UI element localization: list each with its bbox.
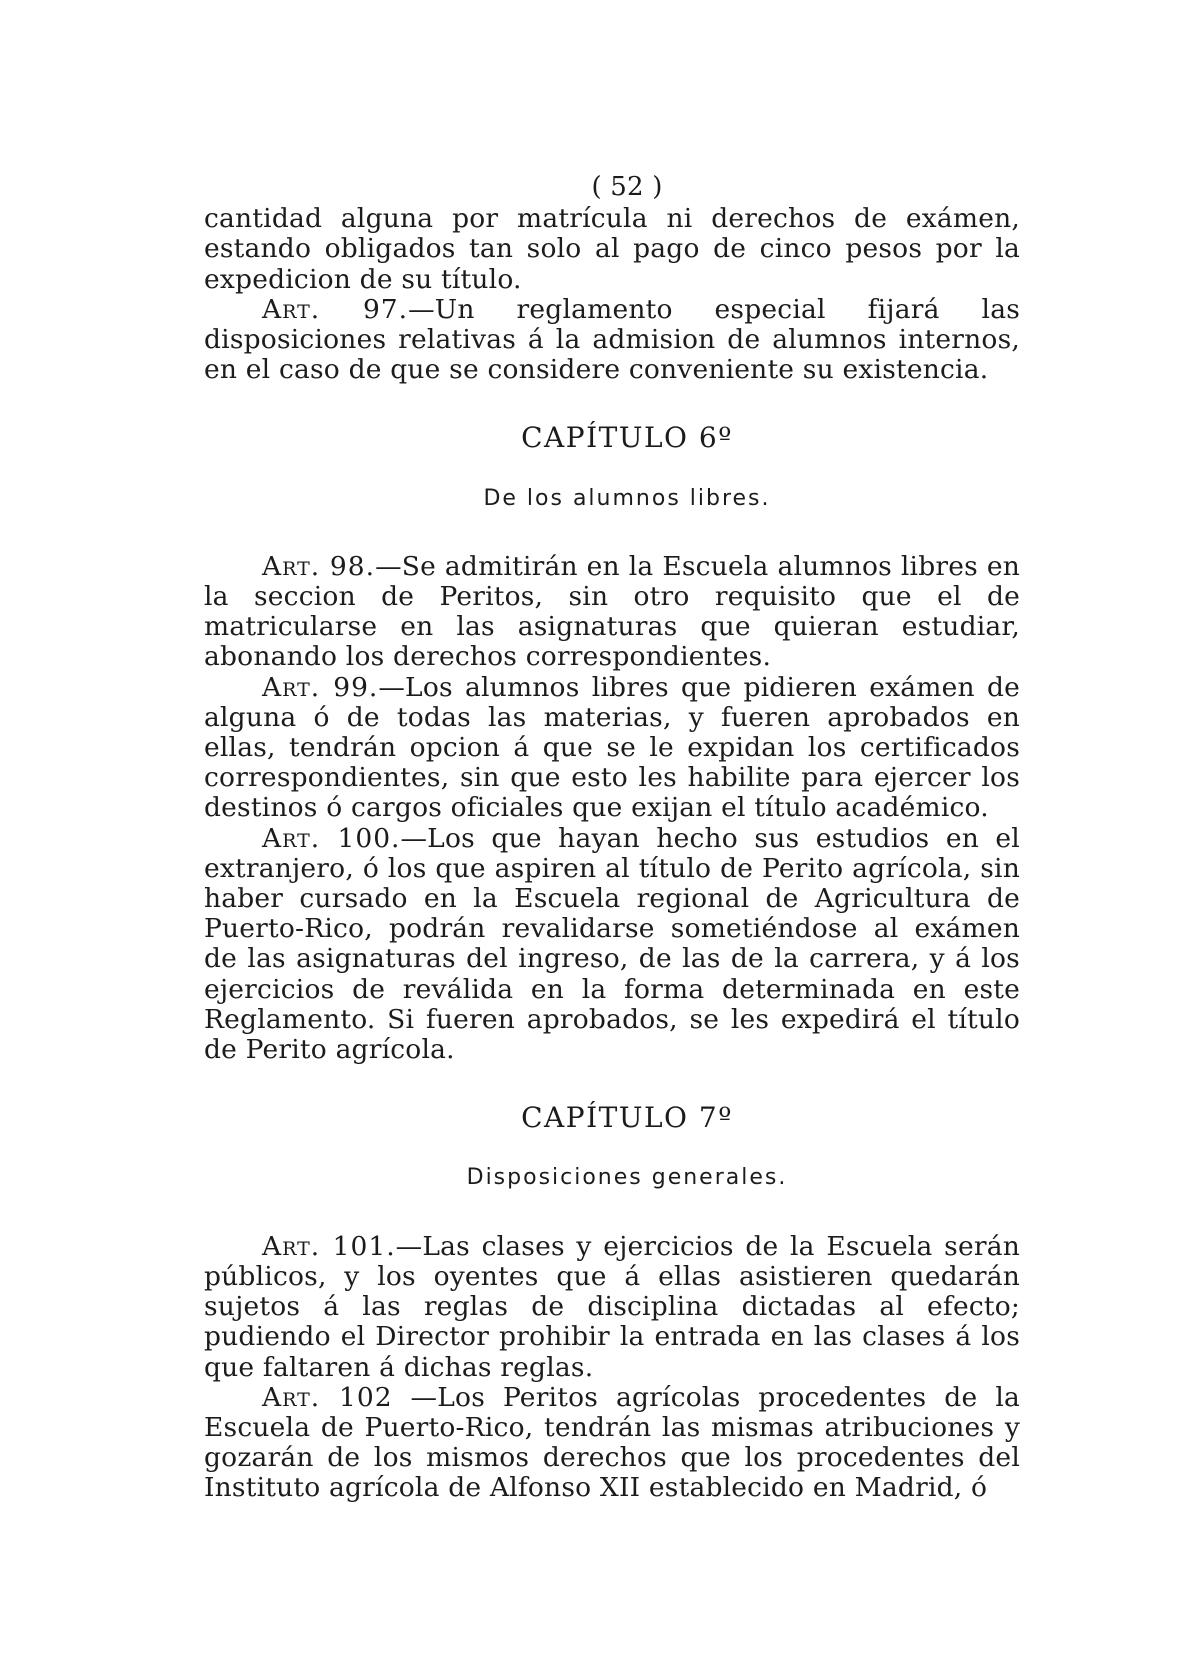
article-label: Art. 102 xyxy=(262,1381,393,1413)
chapter-7-subtitle: Disposiciones generales. xyxy=(466,1165,788,1191)
article-97 xyxy=(204,295,1020,386)
article-text: —Los Peritos agrícolas procedentes de la Escuela de Puerto-Rico, tendrán las mismas atribuciones y gozarán de los mismos derechos que los procedentes del Instituto agrícola de Alfonso XII establecido en Madrid, ó xyxy=(204,1381,1020,1504)
article-label: Art. 100. xyxy=(262,822,401,854)
article-101 xyxy=(204,1232,1020,1383)
continuation-paragraph: cantidad alguna por matrícula ni derechos de exámen, estando obligados tan solo al pago de cinco pesos por la expedicion de su título. xyxy=(204,203,1020,295)
page-number: ( 52 ) xyxy=(591,172,663,202)
article-102 xyxy=(204,1383,1020,1504)
article-text: —Los que hayan hecho sus estudios en el extranjero, ó los que aspiren al título de Perito agrícola, sin haber cursado en la Escuela regional de Agricultura de Puerto-Rico, podrán revalidarse sometiéndose al exámen de las asignaturas del ingreso, de las de la carrera, y á los ejercicios de reválida en la forma determinada en este Reglamento. Si fueren aprobados, se les expedirá el título de Perito agrícola. xyxy=(204,822,1020,1066)
article-text: —Un reglamento especial fijará las disposiciones relativas á la admision de alumnos internos, en el caso de que se considere conveniente su existencia. xyxy=(204,293,1020,386)
article-100 xyxy=(204,824,1020,1066)
article-text: —Los alumnos libres que pidieren exámen de alguna ó de todas las materias, y fueren aprobados en ellas, tendrán opcion á que se le expidan los certificados correspondientes, sin que esto les habilite para ejercer los destinos ó cargos oficiales que exijan el título académico. xyxy=(204,671,1020,824)
chapter-7-heading: CAPÍTULO 7º xyxy=(521,1101,733,1135)
article-label: Art. 99. xyxy=(262,671,379,703)
chapter-6-heading: CAPÍTULO 6º xyxy=(521,421,733,455)
article-label: Art. 98. xyxy=(262,550,376,582)
article-98 xyxy=(204,552,1020,673)
article-label: Art. 97. xyxy=(262,293,409,325)
article-text: —Las clases y ejercicios de la Escuela serán públicos, y los oyentes que á ellas asistieren quedarán sujetos á las reglas de disciplina dictadas al efecto; pudiendo el Director prohibir la entrada en las clases á los que faltaren á dichas reglas. xyxy=(204,1230,1020,1383)
article-99 xyxy=(204,673,1020,824)
article-label: Art. 101. xyxy=(262,1230,396,1262)
chapter-6-subtitle: De los alumnos libres. xyxy=(483,485,771,511)
article-text: —Se admitirán en la Escuela alumnos libres en la seccion de Peritos, sin otro requisito que el de matricularse en las asignaturas que quieran estudiar, abonando los derechos correspondientes. xyxy=(204,550,1020,673)
text-column xyxy=(204,172,1020,1504)
